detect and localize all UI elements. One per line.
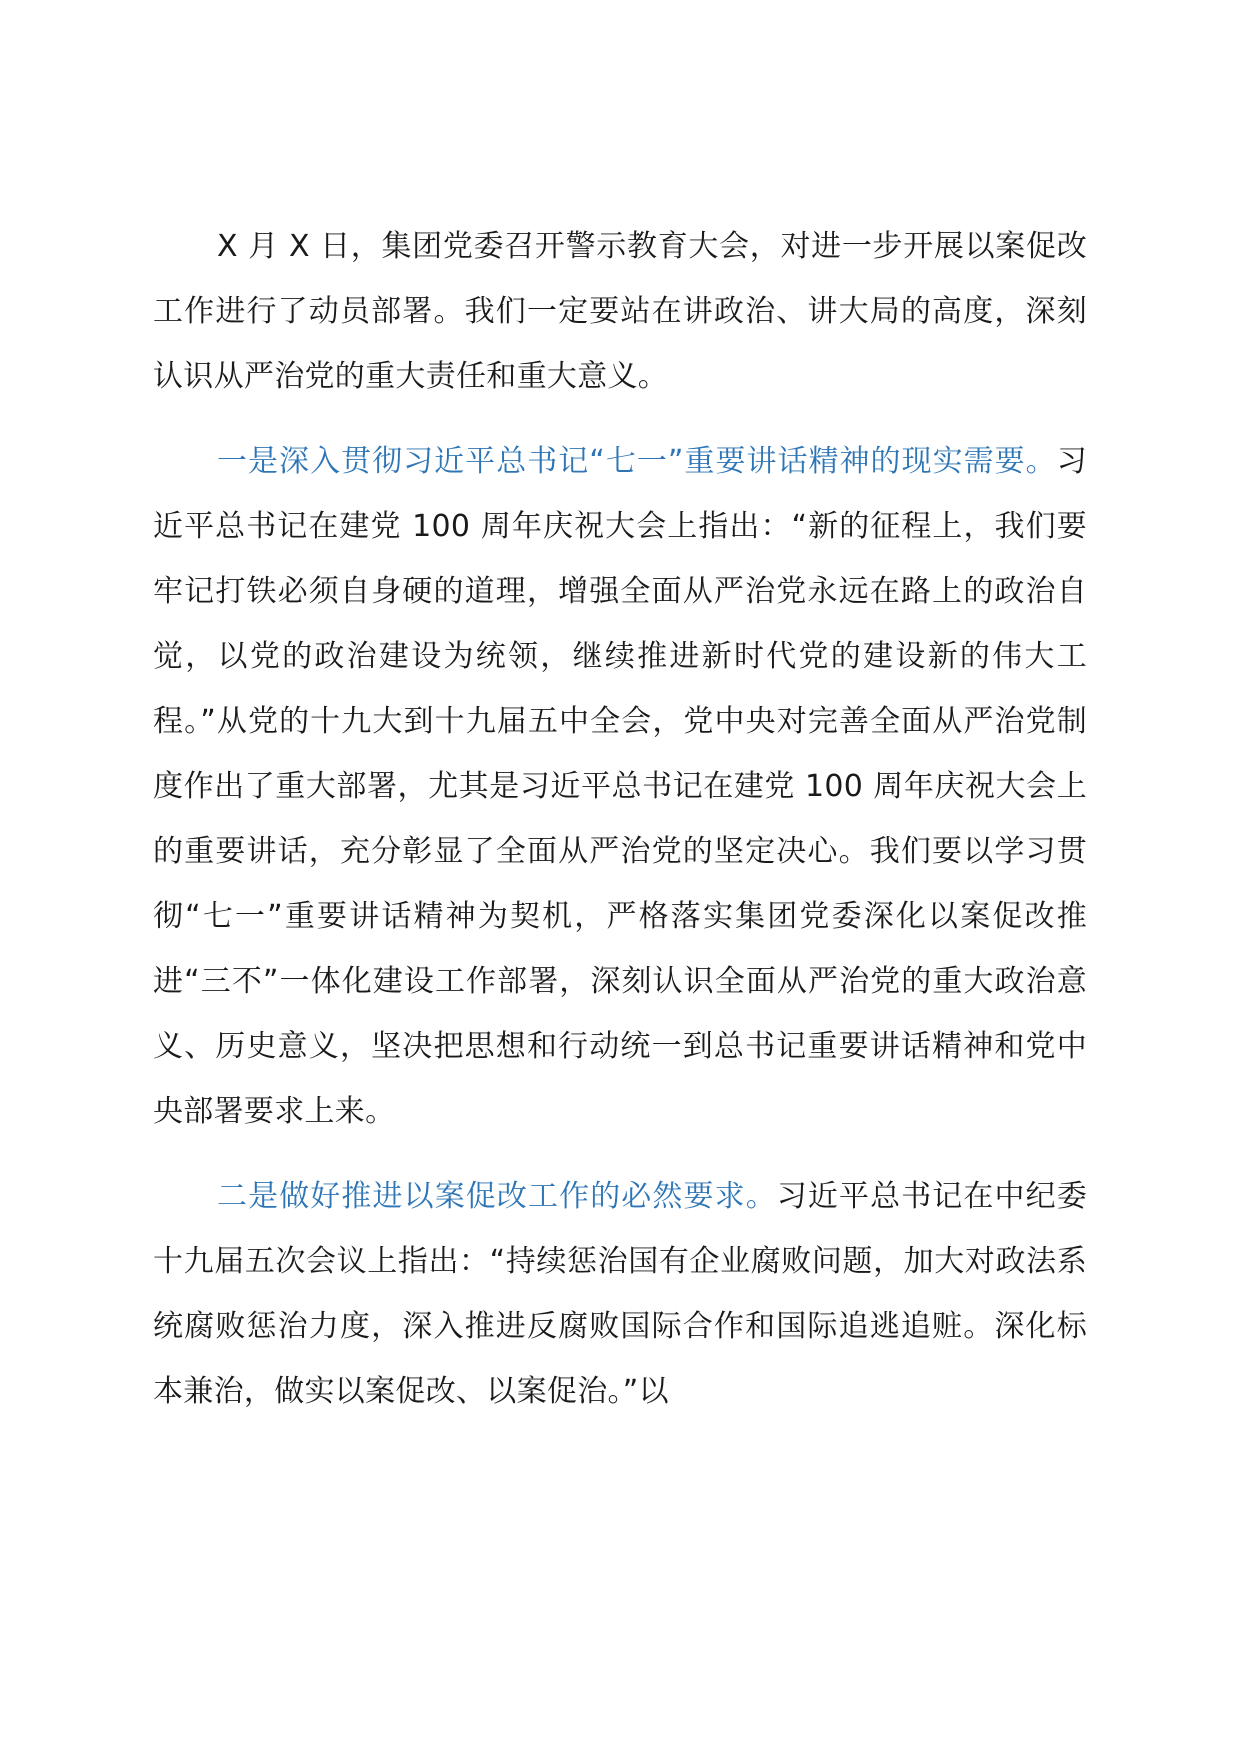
paragraph-point-one (153, 429, 1087, 1144)
document-body (153, 214, 1087, 1444)
paragraph-point-two (153, 1164, 1087, 1424)
paragraph-heading: 二是做好推进以案促改工作的必然要求。 (217, 1179, 777, 1214)
paragraph-heading: 一是深入贯彻习近平总书记“七一”重要讲话精神的现实需要。 (217, 444, 1057, 479)
paragraph-text: 习近平总书记在建党 100 周年庆祝大会上指出：“新的征程上，我们要牢记打铁必须自身硬的道理，增强全面从严治党永远在路上的政治自觉，以党的政治建设为统领，继续推进新时代党的建设新的伟大工程。”从党的十九大到十九届五中全会，党中央对完善全面从严治党制度作出了重大部署，尤其是习近平总书记在建党 100 周年庆祝大会上的重要讲话，充分彰显了全面从严治党的坚定决心。我们要以学习贯彻“七一”重要讲话精神为契机，严格落实集团党委深化以案促改推进“三不”一体化建设工作部署，深刻认识全面从严治党的重大政治意义、历史意义，坚决把思想和行动统一到总书记重要讲话精神和党中央部署要求上来。 (153, 444, 1087, 1129)
paragraph-intro (153, 214, 1087, 409)
paragraph-text: X 月 X 日，集团党委召开警示教育大会，对进一步开展以案促改工作进行了动员部署。我们一定要站在讲政治、讲大局的高度，深刻认识从严治党的重大责任和重大意义。 (153, 229, 1087, 394)
paragraph-text: 习近平总书记在中纪委十九届五次会议上指出：“持续惩治国有企业腐败问题，加大对政法系统腐败惩治力度，深入推进反腐败国际合作和国际追逃追赃。深化标本兼治，做实以案促改、以案促治。”以 (153, 1179, 1087, 1409)
